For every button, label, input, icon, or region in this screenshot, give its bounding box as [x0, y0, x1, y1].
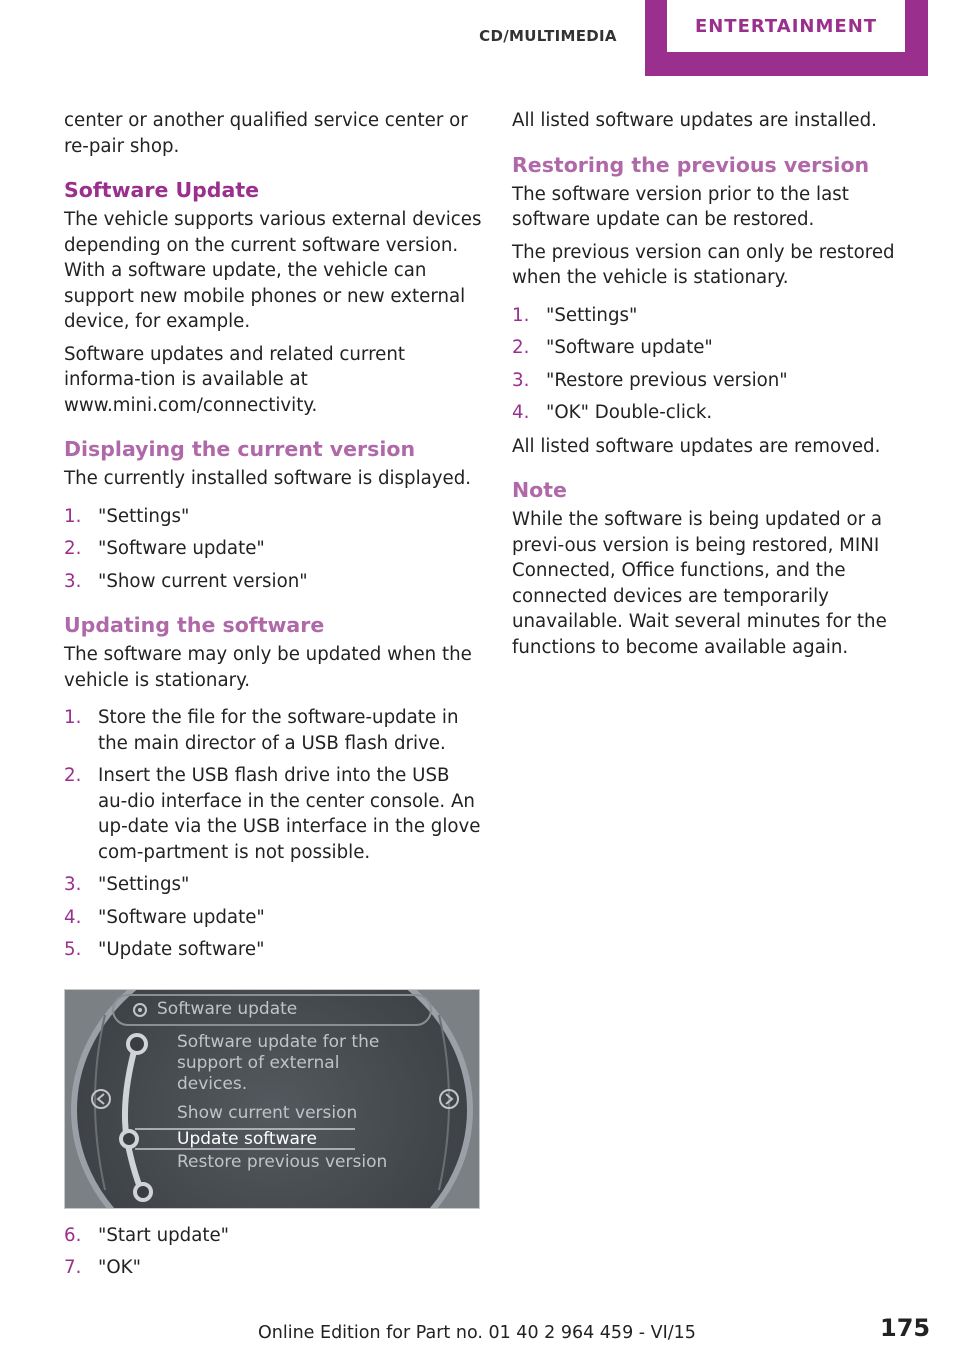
display-version-steps: [64, 504, 482, 595]
step-number: 1.: [64, 707, 82, 728]
list-item: [64, 763, 482, 865]
step-number: 1.: [64, 505, 82, 527]
removed-text: All listed software updates are removed.: [512, 435, 881, 457]
menu-item-show-current-version[interactable]: Show current version: [177, 1102, 358, 1123]
screen-title: Software update: [157, 998, 298, 1019]
software-update-heading: Software Update: [64, 178, 260, 202]
menu-item-update-software[interactable]: Update software: [177, 1128, 317, 1149]
screen-graphic: [65, 990, 479, 1208]
note-heading: Note: [512, 478, 567, 502]
software-update-screen: [64, 989, 480, 1209]
updating-steps: [64, 705, 482, 963]
list-item: [64, 937, 482, 963]
step-number: 2.: [64, 765, 82, 786]
section-label: CD/MULTIMEDIA: [479, 27, 617, 45]
installed-text: All listed software updates are installed.: [512, 110, 877, 131]
restoring-heading: Restoring the previous version: [512, 152, 870, 177]
software-update-p1: The vehicle supports various external devices depending on the current software version. With a software update, the vehicle can support new mobile phones or new external device, for example.: [64, 209, 482, 332]
step-text: "Update software": [98, 939, 265, 960]
step-number: 4.: [512, 402, 530, 423]
step-text: "Software update": [546, 337, 713, 358]
step-number: 3.: [512, 369, 530, 391]
list-item: [64, 504, 482, 530]
list-item: [64, 536, 482, 562]
list-item: [64, 705, 482, 756]
list-item: [512, 400, 930, 426]
step-text: "Settings": [546, 304, 638, 326]
restoring-p2: The previous version can only be restored when the vehicle is stationary.: [512, 241, 895, 288]
list-item: [512, 368, 930, 394]
list-item: [64, 872, 482, 898]
step-text: "Software update": [98, 906, 265, 928]
restoring-steps: [512, 303, 930, 426]
step-number: 3.: [64, 570, 82, 592]
step-number: 3.: [64, 874, 82, 895]
screen-description: Software update for the support of external devices.: [177, 1031, 380, 1094]
step-text: "OK": [98, 1257, 141, 1278]
header-section: [458, 0, 638, 76]
step-number: 2.: [64, 538, 82, 559]
step-number: 7.: [64, 1257, 82, 1278]
list-item: [512, 303, 930, 329]
page-number: 175: [880, 1314, 931, 1342]
menu-item-restore-previous-version[interactable]: Restore previous version: [177, 1151, 388, 1172]
step-number: 6.: [64, 1224, 82, 1246]
right-column: [512, 108, 930, 667]
chapter-tab[interactable]: [645, 0, 928, 76]
step-number: 5.: [64, 939, 82, 960]
list-item: [64, 1255, 482, 1281]
restoring-p1: The software version prior to the last software update can be restored.: [512, 183, 849, 230]
display-version-text: The currently installed software is displayed.: [64, 468, 472, 489]
step-text: "Start update": [98, 1224, 230, 1246]
step-text: "Software update": [98, 538, 265, 559]
step-text: Store the file for the software-update in the main director of a USB flash drive.: [98, 707, 459, 754]
software-update-p2: Software updates and related current informa-tion is available at www.mini.com/connectivity.: [64, 343, 406, 416]
step-text: Insert the USB flash drive into the USB au-dio interface in the center console. An up-date via the USB interface in the glove com-partment is not possible.: [98, 765, 481, 863]
step-number: 1.: [512, 304, 530, 326]
chapter-tab-label-box: [667, 0, 905, 52]
list-item: [64, 905, 482, 931]
updating-steps-continued: [64, 1223, 482, 1281]
note-text: While the software is being updated or a previ-ous version is being restored, MINI Connected, Office functions, and the connected devices are temporarily unavailable. Wait several minutes for the functions to become available again.: [512, 509, 887, 658]
step-text: "Settings": [98, 505, 190, 527]
step-text: "Settings": [98, 874, 190, 895]
intro-text: center or another qualified service center or re-pair shop.: [64, 110, 468, 157]
updating-text: The software may only be updated when the vehicle is stationary.: [64, 644, 472, 691]
footer-edition: Online Edition for Part no. 01 40 2 964 459 - VI/15: [258, 1323, 696, 1343]
display-version-heading: Displaying the current version: [64, 437, 416, 461]
step-text: "Restore previous version": [546, 369, 788, 391]
list-item: [64, 569, 482, 595]
step-text: "Show current version": [98, 570, 308, 592]
chapter-label: ENTERTAINMENT: [694, 15, 878, 37]
left-column: [64, 108, 482, 1289]
list-item: [512, 335, 930, 361]
step-text: "OK" Double-click.: [546, 402, 713, 423]
list-item: [64, 1223, 482, 1249]
updating-heading: Updating the software: [64, 613, 325, 637]
step-number: 4.: [64, 906, 82, 928]
step-number: 2.: [512, 337, 530, 358]
